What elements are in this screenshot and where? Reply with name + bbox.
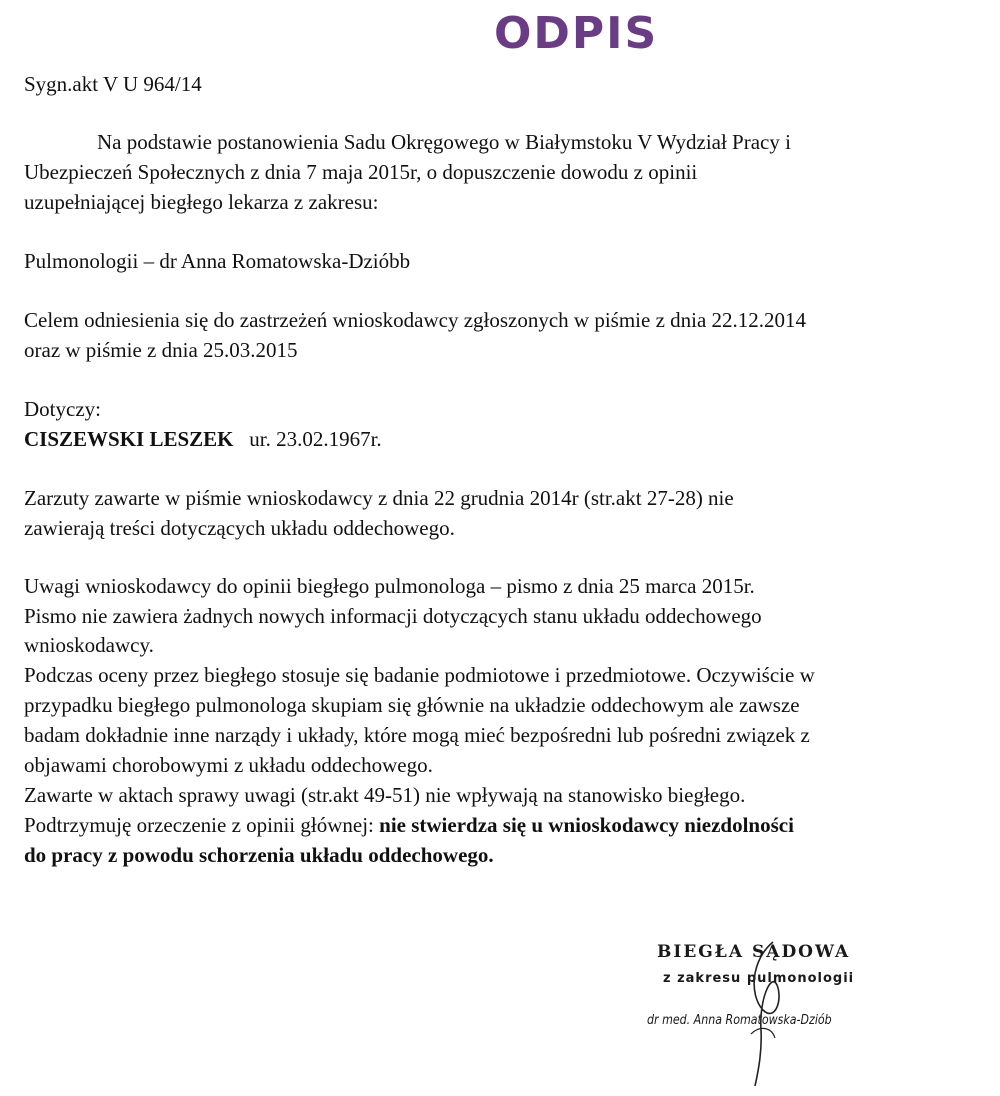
objections-line-2: zawierają treści dotyczących układu oddechowego.	[24, 516, 455, 540]
patient-name: CISZEWSKI LESZEK	[24, 427, 234, 451]
seal-specialty: z zakresu pulmonologii	[663, 971, 855, 986]
concerns-label: Dotyczy:	[24, 397, 101, 421]
concerns-line	[24, 428, 382, 451]
case-number: Sygn.akt V U 964/14	[24, 72, 202, 96]
intro-line-3: uzupełniającej biegłego lekarza z zakresu:	[24, 190, 379, 214]
patient-birth-date: ur. 23.02.1967r.	[249, 427, 382, 451]
purpose-line-2: oraz w piśmie z dnia 25.03.2015	[24, 338, 298, 362]
objections-line-1: Zarzuty zawarte w piśmie wnioskodawcy z dnia 22 grudnia 2014r (str.akt 27-28) nie	[24, 486, 734, 510]
conclusion-bold-1: nie stwierdza się u wnioskodawcy niezdolności	[379, 813, 794, 837]
remarks-line-1: Uwagi wnioskodawcy do opinii biegłego pulmonologa – pismo z dnia 25 marca 2015r.	[24, 574, 755, 598]
purpose-line-1: Celem odniesienia się do zastrzeżeń wnioskodawcy zgłoszonych w piśmie z dnia 22.12.2014	[24, 308, 807, 332]
remarks-line-8: Zawarte w aktach sprawy uwagi (str.akt 49-51) nie wpływają na stanowisko biegłego.	[24, 783, 746, 807]
intro-line-2: Ubezpieczeń Społecznych z dnia 7 maja 2015r, o dopuszczenie dowodu z opinii	[24, 160, 698, 184]
remarks-line-5: przypadku biegłego pulmonologa skupiam się głównie na układzie oddechowym ale zawsze	[24, 693, 800, 717]
remarks-line-7: objawami chorobowymi z układu oddechowego.	[24, 753, 433, 777]
copy-stamp: ODPIS	[494, 8, 659, 59]
seal-doctor-name: dr med. Anna Romatowska-Dziób	[647, 1013, 832, 1028]
remarks-line-3: wnioskodawcy.	[24, 633, 154, 657]
remarks-line-2: Pismo nie zawiera żadnych nowych informacji dotyczących stanu układu oddechowego	[24, 604, 762, 628]
remarks-line-9	[24, 814, 794, 837]
conclusion-bold-2: do pracy z powodu schorzenia układu oddechowego.	[24, 843, 494, 867]
seal-title: BIEGŁA SĄDOWA	[657, 942, 851, 962]
remarks-line-6: badam dokładnie inne narządy i układy, które mogą mieć bezpośredni lub pośredni związek z	[24, 723, 810, 747]
expert-seal	[647, 940, 915, 1090]
signature-icon	[655, 940, 915, 1090]
specialty-line: Pulmonologii – dr Anna Romatowska-Dzióbb	[24, 249, 411, 273]
intro-line-1: Na podstawie postanowienia Sadu Okręgowego w Białymstoku V Wydział Pracy i	[97, 130, 791, 154]
conclusion-intro: Podtrzymuję orzeczenie z opinii głównej:	[24, 813, 380, 837]
remarks-line-4: Podczas oceny przez biegłego stosuje się badanie podmiotowe i przedmiotowe. Oczywiście w	[24, 663, 815, 687]
